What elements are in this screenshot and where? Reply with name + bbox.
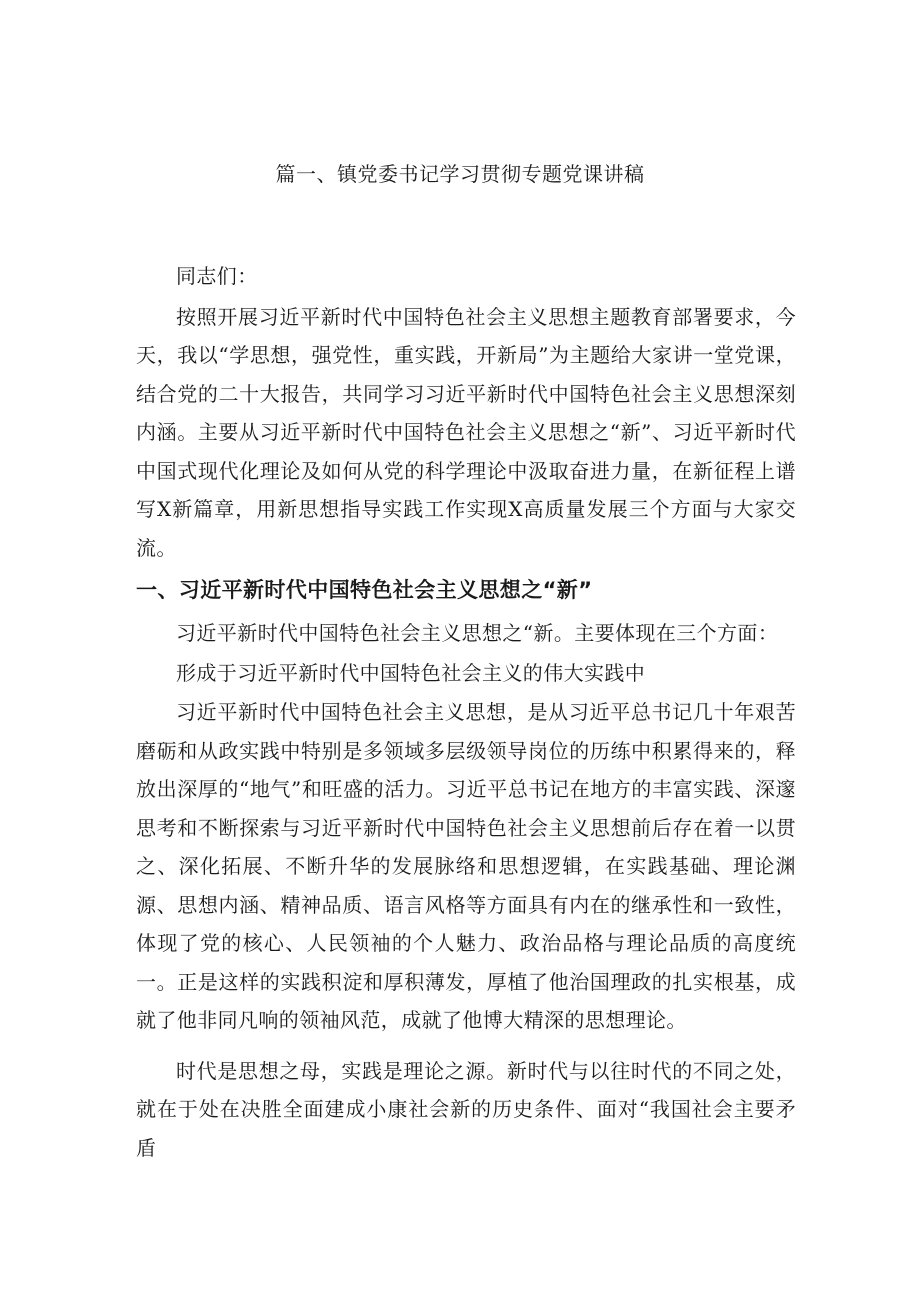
section-subheading: 形成于习近平新时代中国特色社会主义的伟大实践中	[176, 661, 646, 685]
section-heading-1: 一、习近平新时代中国特色社会主义思想之“新”	[136, 578, 593, 602]
intro-paragraph: 按照开展习近平新时代中国特色社会主义思想主题教育部署要求，今天，我以“学思想，强党性，重实践，开新局”为主题给大家讲一堂党课，结合党的二十大报告，共同学习习近平新时代中国特色社会主义思想深刻内涵。主要从习近平新时代中国特色社会主义思想之“新”、习近平新时代中国式现代化理论及如何从党的科学理论中汲取奋进力量，在新征程上谱写X新篇章，用新思想指导实践工作实现X高质量发展三个方面与大家交流。	[136, 304, 796, 560]
section-lead: 习近平新时代中国特色社会主义思想之“新。主要体现在三个方面：	[176, 621, 779, 645]
era-paragraph: 时代是思想之母，实践是理论之源。新时代与以往时代的不同之处，就在于处在决胜全面建成小康社会新的历史条件、面对“我国社会主要矛盾	[136, 1058, 796, 1160]
practice-paragraph: 习近平新时代中国特色社会主义思想，是从习近平总书记几十年艰苦磨砺和从政实践中特别是多领域多层级领导岗位的历练中积累得来的，释放出深厚的“地气”和旺盛的活力。习近平总书记在地方的丰富实践、深邃思考和不断探索与习近平新时代中国特色社会主义思想前后存在着一以贯之、深化拓展、不断升华的发展脉络和思想逻辑，在实践基础、理论渊源、思想内涵、精神品质、语言风格等方面具有内在的继承性和一致性，体现了党的核心、人民领袖的个人魅力、政治品格与理论品质的高度统一。正是这样的实践积淀和厚积薄发，厚植了他治国理政的扎实根基，成就了他非同凡响的领袖风范，成就了他博大精深的思想理论。	[136, 700, 796, 1032]
document-body	[136, 257, 796, 1167]
salutation: 同志们：	[176, 264, 258, 288]
document-title: 篇一、镇党委书记学习贯彻专题党课讲稿	[275, 162, 645, 186]
